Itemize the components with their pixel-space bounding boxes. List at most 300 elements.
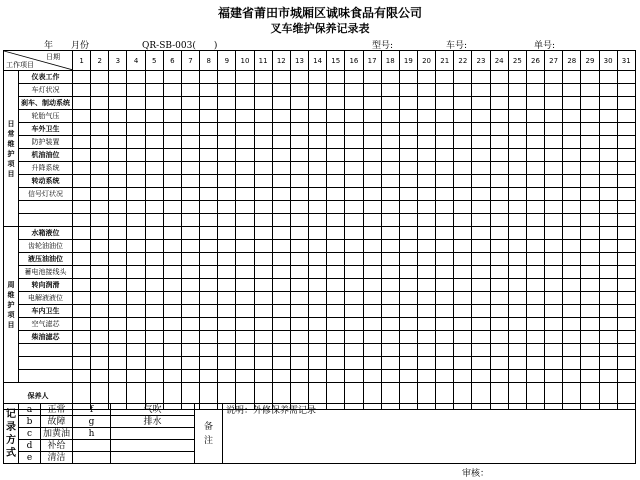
entry-cell[interactable] xyxy=(73,370,91,383)
entry-cell[interactable] xyxy=(145,110,163,123)
entry-cell[interactable] xyxy=(399,175,417,188)
entry-cell[interactable] xyxy=(109,305,127,318)
entry-cell[interactable] xyxy=(381,292,399,305)
entry-cell[interactable] xyxy=(363,149,381,162)
entry-cell[interactable] xyxy=(581,279,599,292)
entry-cell[interactable] xyxy=(127,357,145,370)
entry-cell[interactable] xyxy=(599,149,617,162)
entry-cell[interactable] xyxy=(417,266,435,279)
entry-cell[interactable] xyxy=(472,71,490,84)
entry-cell[interactable] xyxy=(563,188,581,201)
entry-cell[interactable] xyxy=(163,266,181,279)
entry-cell[interactable] xyxy=(163,162,181,175)
entry-cell[interactable] xyxy=(617,240,635,253)
entry-cell[interactable] xyxy=(399,227,417,240)
entry-cell[interactable] xyxy=(181,331,199,344)
entry-cell[interactable] xyxy=(327,305,345,318)
entry-cell[interactable] xyxy=(218,84,236,97)
entry-cell[interactable] xyxy=(236,175,254,188)
entry-cell[interactable] xyxy=(345,214,363,227)
entry-cell[interactable] xyxy=(345,331,363,344)
entry-cell[interactable] xyxy=(617,149,635,162)
entry-cell[interactable] xyxy=(345,136,363,149)
entry-cell[interactable] xyxy=(127,188,145,201)
entry-cell[interactable] xyxy=(417,71,435,84)
entry-cell[interactable] xyxy=(454,357,472,370)
entry-cell[interactable] xyxy=(563,240,581,253)
entry-cell[interactable] xyxy=(127,110,145,123)
entry-cell[interactable] xyxy=(327,214,345,227)
entry-cell[interactable] xyxy=(181,227,199,240)
entry-cell[interactable] xyxy=(127,240,145,253)
entry-cell[interactable] xyxy=(399,357,417,370)
entry-cell[interactable] xyxy=(436,331,454,344)
entry-cell[interactable] xyxy=(272,149,290,162)
entry-cell[interactable] xyxy=(290,188,308,201)
entry-cell[interactable] xyxy=(91,370,109,383)
entry-cell[interactable] xyxy=(181,71,199,84)
entry-cell[interactable] xyxy=(327,84,345,97)
entry-cell[interactable] xyxy=(363,292,381,305)
entry-cell[interactable] xyxy=(254,240,272,253)
entry-cell[interactable] xyxy=(309,357,327,370)
entry-cell[interactable] xyxy=(599,201,617,214)
entry-cell[interactable] xyxy=(290,318,308,331)
entry-cell[interactable] xyxy=(145,318,163,331)
entry-cell[interactable] xyxy=(290,123,308,136)
entry-cell[interactable] xyxy=(254,214,272,227)
entry-cell[interactable] xyxy=(617,253,635,266)
entry-cell[interactable] xyxy=(163,279,181,292)
entry-cell[interactable] xyxy=(581,110,599,123)
entry-cell[interactable] xyxy=(163,305,181,318)
entry-cell[interactable] xyxy=(508,84,526,97)
entry-cell[interactable] xyxy=(563,227,581,240)
entry-cell[interactable] xyxy=(417,357,435,370)
entry-cell[interactable] xyxy=(545,71,563,84)
entry-cell[interactable] xyxy=(526,175,544,188)
entry-cell[interactable] xyxy=(617,110,635,123)
entry-cell[interactable] xyxy=(472,162,490,175)
entry-cell[interactable] xyxy=(91,266,109,279)
entry-cell[interactable] xyxy=(417,149,435,162)
entry-cell[interactable] xyxy=(508,227,526,240)
entry-cell[interactable] xyxy=(254,370,272,383)
entry-cell[interactable] xyxy=(526,253,544,266)
entry-cell[interactable] xyxy=(436,253,454,266)
entry-cell[interactable] xyxy=(272,175,290,188)
entry-cell[interactable] xyxy=(617,188,635,201)
entry-cell[interactable] xyxy=(163,84,181,97)
entry-cell[interactable] xyxy=(617,201,635,214)
entry-cell[interactable] xyxy=(526,357,544,370)
entry-cell[interactable] xyxy=(73,188,91,201)
entry-cell[interactable] xyxy=(254,188,272,201)
entry-cell[interactable] xyxy=(181,292,199,305)
entry-cell[interactable] xyxy=(218,123,236,136)
entry-cell[interactable] xyxy=(526,188,544,201)
entry-cell[interactable] xyxy=(508,344,526,357)
entry-cell[interactable] xyxy=(563,253,581,266)
entry-cell[interactable] xyxy=(490,123,508,136)
entry-cell[interactable] xyxy=(218,201,236,214)
entry-cell[interactable] xyxy=(617,370,635,383)
entry-cell[interactable] xyxy=(599,253,617,266)
entry-cell[interactable] xyxy=(472,292,490,305)
entry-cell[interactable] xyxy=(127,344,145,357)
entry-cell[interactable] xyxy=(363,201,381,214)
entry-cell[interactable] xyxy=(526,331,544,344)
entry-cell[interactable] xyxy=(454,266,472,279)
entry-cell[interactable] xyxy=(490,214,508,227)
entry-cell[interactable] xyxy=(236,227,254,240)
entry-cell[interactable] xyxy=(490,344,508,357)
entry-cell[interactable] xyxy=(599,71,617,84)
entry-cell[interactable] xyxy=(363,279,381,292)
entry-cell[interactable] xyxy=(545,123,563,136)
entry-cell[interactable] xyxy=(472,123,490,136)
entry-cell[interactable] xyxy=(345,305,363,318)
entry-cell[interactable] xyxy=(145,71,163,84)
entry-cell[interactable] xyxy=(472,318,490,331)
entry-cell[interactable] xyxy=(617,97,635,110)
entry-cell[interactable] xyxy=(381,370,399,383)
entry-cell[interactable] xyxy=(345,279,363,292)
entry-cell[interactable] xyxy=(73,292,91,305)
entry-cell[interactable] xyxy=(91,253,109,266)
entry-cell[interactable] xyxy=(236,123,254,136)
entry-cell[interactable] xyxy=(254,71,272,84)
entry-cell[interactable] xyxy=(309,266,327,279)
entry-cell[interactable] xyxy=(526,149,544,162)
entry-cell[interactable] xyxy=(563,84,581,97)
entry-cell[interactable] xyxy=(181,110,199,123)
entry-cell[interactable] xyxy=(581,188,599,201)
entry-cell[interactable] xyxy=(599,227,617,240)
entry-cell[interactable] xyxy=(581,123,599,136)
entry-cell[interactable] xyxy=(599,331,617,344)
entry-cell[interactable] xyxy=(163,344,181,357)
entry-cell[interactable] xyxy=(327,266,345,279)
entry-cell[interactable] xyxy=(309,71,327,84)
entry-cell[interactable] xyxy=(454,292,472,305)
entry-cell[interactable] xyxy=(200,331,218,344)
entry-cell[interactable] xyxy=(381,162,399,175)
entry-cell[interactable] xyxy=(309,318,327,331)
entry-cell[interactable] xyxy=(327,357,345,370)
entry-cell[interactable] xyxy=(290,279,308,292)
entry-cell[interactable] xyxy=(145,201,163,214)
entry-cell[interactable] xyxy=(581,71,599,84)
entry-cell[interactable] xyxy=(581,214,599,227)
entry-cell[interactable] xyxy=(218,227,236,240)
entry-cell[interactable] xyxy=(417,84,435,97)
entry-cell[interactable] xyxy=(181,149,199,162)
entry-cell[interactable] xyxy=(381,201,399,214)
entry-cell[interactable] xyxy=(327,253,345,266)
entry-cell[interactable] xyxy=(508,331,526,344)
entry-cell[interactable] xyxy=(127,71,145,84)
entry-cell[interactable] xyxy=(581,175,599,188)
entry-cell[interactable] xyxy=(472,149,490,162)
entry-cell[interactable] xyxy=(200,97,218,110)
entry-cell[interactable] xyxy=(545,201,563,214)
entry-cell[interactable] xyxy=(417,305,435,318)
entry-cell[interactable] xyxy=(436,84,454,97)
entry-cell[interactable] xyxy=(436,240,454,253)
entry-cell[interactable] xyxy=(218,344,236,357)
entry-cell[interactable] xyxy=(145,240,163,253)
entry-cell[interactable] xyxy=(73,136,91,149)
entry-cell[interactable] xyxy=(617,279,635,292)
entry-cell[interactable] xyxy=(181,240,199,253)
entry-cell[interactable] xyxy=(200,149,218,162)
entry-cell[interactable] xyxy=(490,357,508,370)
entry-cell[interactable] xyxy=(181,370,199,383)
entry-cell[interactable] xyxy=(309,201,327,214)
entry-cell[interactable] xyxy=(381,305,399,318)
entry-cell[interactable] xyxy=(218,253,236,266)
entry-cell[interactable] xyxy=(472,175,490,188)
entry-cell[interactable] xyxy=(399,279,417,292)
entry-cell[interactable] xyxy=(327,71,345,84)
entry-cell[interactable] xyxy=(454,71,472,84)
entry-cell[interactable] xyxy=(309,123,327,136)
entry-cell[interactable] xyxy=(581,227,599,240)
entry-cell[interactable] xyxy=(599,162,617,175)
entry-cell[interactable] xyxy=(454,305,472,318)
entry-cell[interactable] xyxy=(109,227,127,240)
entry-cell[interactable] xyxy=(145,123,163,136)
entry-cell[interactable] xyxy=(145,227,163,240)
entry-cell[interactable] xyxy=(272,201,290,214)
entry-cell[interactable] xyxy=(381,214,399,227)
entry-cell[interactable] xyxy=(236,240,254,253)
entry-cell[interactable] xyxy=(236,357,254,370)
entry-cell[interactable] xyxy=(163,357,181,370)
entry-cell[interactable] xyxy=(545,240,563,253)
entry-cell[interactable] xyxy=(73,357,91,370)
entry-cell[interactable] xyxy=(526,227,544,240)
entry-cell[interactable] xyxy=(145,344,163,357)
entry-cell[interactable] xyxy=(218,188,236,201)
entry-cell[interactable] xyxy=(599,136,617,149)
entry-cell[interactable] xyxy=(508,266,526,279)
entry-cell[interactable] xyxy=(417,227,435,240)
entry-cell[interactable] xyxy=(599,97,617,110)
entry-cell[interactable] xyxy=(236,305,254,318)
entry-cell[interactable] xyxy=(436,266,454,279)
entry-cell[interactable] xyxy=(91,214,109,227)
entry-cell[interactable] xyxy=(417,123,435,136)
entry-cell[interactable] xyxy=(163,331,181,344)
entry-cell[interactable] xyxy=(109,240,127,253)
entry-cell[interactable] xyxy=(581,149,599,162)
entry-cell[interactable] xyxy=(290,357,308,370)
entry-cell[interactable] xyxy=(200,318,218,331)
entry-cell[interactable] xyxy=(91,279,109,292)
entry-cell[interactable] xyxy=(417,344,435,357)
entry-cell[interactable] xyxy=(563,162,581,175)
entry-cell[interactable] xyxy=(490,110,508,123)
entry-cell[interactable] xyxy=(563,292,581,305)
entry-cell[interactable] xyxy=(309,344,327,357)
entry-cell[interactable] xyxy=(617,344,635,357)
entry-cell[interactable] xyxy=(454,318,472,331)
entry-cell[interactable] xyxy=(109,162,127,175)
entry-cell[interactable] xyxy=(490,136,508,149)
entry-cell[interactable] xyxy=(399,266,417,279)
entry-cell[interactable] xyxy=(472,370,490,383)
entry-cell[interactable] xyxy=(399,292,417,305)
entry-cell[interactable] xyxy=(200,253,218,266)
entry-cell[interactable] xyxy=(309,175,327,188)
entry-cell[interactable] xyxy=(236,97,254,110)
entry-cell[interactable] xyxy=(145,162,163,175)
entry-cell[interactable] xyxy=(454,188,472,201)
entry-cell[interactable] xyxy=(254,344,272,357)
entry-cell[interactable] xyxy=(617,136,635,149)
entry-cell[interactable] xyxy=(200,175,218,188)
entry-cell[interactable] xyxy=(399,240,417,253)
entry-cell[interactable] xyxy=(545,175,563,188)
entry-cell[interactable] xyxy=(617,292,635,305)
entry-cell[interactable] xyxy=(436,97,454,110)
entry-cell[interactable] xyxy=(254,292,272,305)
entry-cell[interactable] xyxy=(309,253,327,266)
entry-cell[interactable] xyxy=(617,318,635,331)
entry-cell[interactable] xyxy=(254,279,272,292)
entry-cell[interactable] xyxy=(381,71,399,84)
entry-cell[interactable] xyxy=(91,227,109,240)
entry-cell[interactable] xyxy=(545,370,563,383)
entry-cell[interactable] xyxy=(599,357,617,370)
entry-cell[interactable] xyxy=(272,370,290,383)
entry-cell[interactable] xyxy=(91,149,109,162)
entry-cell[interactable] xyxy=(563,305,581,318)
entry-cell[interactable] xyxy=(145,357,163,370)
entry-cell[interactable] xyxy=(218,357,236,370)
entry-cell[interactable] xyxy=(290,370,308,383)
entry-cell[interactable] xyxy=(91,84,109,97)
entry-cell[interactable] xyxy=(563,149,581,162)
entry-cell[interactable] xyxy=(290,331,308,344)
entry-cell[interactable] xyxy=(581,370,599,383)
entry-cell[interactable] xyxy=(73,253,91,266)
entry-cell[interactable] xyxy=(236,110,254,123)
entry-cell[interactable] xyxy=(345,370,363,383)
entry-cell[interactable] xyxy=(617,123,635,136)
entry-cell[interactable] xyxy=(200,292,218,305)
entry-cell[interactable] xyxy=(200,344,218,357)
entry-cell[interactable] xyxy=(91,71,109,84)
entry-cell[interactable] xyxy=(272,331,290,344)
entry-cell[interactable] xyxy=(545,344,563,357)
entry-cell[interactable] xyxy=(145,292,163,305)
entry-cell[interactable] xyxy=(417,201,435,214)
entry-cell[interactable] xyxy=(218,318,236,331)
entry-cell[interactable] xyxy=(73,110,91,123)
entry-cell[interactable] xyxy=(181,175,199,188)
entry-cell[interactable] xyxy=(545,110,563,123)
entry-cell[interactable] xyxy=(526,292,544,305)
entry-cell[interactable] xyxy=(327,97,345,110)
entry-cell[interactable] xyxy=(454,123,472,136)
entry-cell[interactable] xyxy=(109,71,127,84)
entry-cell[interactable] xyxy=(508,214,526,227)
entry-cell[interactable] xyxy=(399,97,417,110)
entry-cell[interactable] xyxy=(563,71,581,84)
entry-cell[interactable] xyxy=(91,240,109,253)
entry-cell[interactable] xyxy=(363,175,381,188)
entry-cell[interactable] xyxy=(490,84,508,97)
entry-cell[interactable] xyxy=(73,149,91,162)
entry-cell[interactable] xyxy=(454,253,472,266)
entry-cell[interactable] xyxy=(73,240,91,253)
entry-cell[interactable] xyxy=(545,188,563,201)
entry-cell[interactable] xyxy=(417,370,435,383)
entry-cell[interactable] xyxy=(490,175,508,188)
entry-cell[interactable] xyxy=(272,305,290,318)
entry-cell[interactable] xyxy=(526,240,544,253)
entry-cell[interactable] xyxy=(109,149,127,162)
entry-cell[interactable] xyxy=(236,344,254,357)
entry-cell[interactable] xyxy=(345,84,363,97)
entry-cell[interactable] xyxy=(545,292,563,305)
entry-cell[interactable] xyxy=(254,110,272,123)
entry-cell[interactable] xyxy=(163,201,181,214)
entry-cell[interactable] xyxy=(581,357,599,370)
entry-cell[interactable] xyxy=(563,136,581,149)
entry-cell[interactable] xyxy=(290,71,308,84)
entry-cell[interactable] xyxy=(563,110,581,123)
entry-cell[interactable] xyxy=(200,240,218,253)
entry-cell[interactable] xyxy=(545,136,563,149)
entry-cell[interactable] xyxy=(472,201,490,214)
entry-cell[interactable] xyxy=(109,344,127,357)
entry-cell[interactable] xyxy=(472,110,490,123)
entry-cell[interactable] xyxy=(599,214,617,227)
entry-cell[interactable] xyxy=(272,240,290,253)
entry-cell[interactable] xyxy=(490,266,508,279)
entry-cell[interactable] xyxy=(545,97,563,110)
entry-cell[interactable] xyxy=(290,305,308,318)
entry-cell[interactable] xyxy=(599,188,617,201)
entry-cell[interactable] xyxy=(181,162,199,175)
entry-cell[interactable] xyxy=(399,344,417,357)
entry-cell[interactable] xyxy=(327,240,345,253)
entry-cell[interactable] xyxy=(218,305,236,318)
entry-cell[interactable] xyxy=(272,357,290,370)
entry-cell[interactable] xyxy=(254,97,272,110)
entry-cell[interactable] xyxy=(381,84,399,97)
entry-cell[interactable] xyxy=(490,188,508,201)
entry-cell[interactable] xyxy=(363,266,381,279)
entry-cell[interactable] xyxy=(454,279,472,292)
entry-cell[interactable] xyxy=(91,123,109,136)
entry-cell[interactable] xyxy=(545,318,563,331)
entry-cell[interactable] xyxy=(236,71,254,84)
entry-cell[interactable] xyxy=(581,136,599,149)
entry-cell[interactable] xyxy=(545,84,563,97)
entry-cell[interactable] xyxy=(581,84,599,97)
entry-cell[interactable] xyxy=(363,331,381,344)
entry-cell[interactable] xyxy=(599,123,617,136)
entry-cell[interactable] xyxy=(254,84,272,97)
entry-cell[interactable] xyxy=(381,266,399,279)
entry-cell[interactable] xyxy=(581,344,599,357)
entry-cell[interactable] xyxy=(454,84,472,97)
